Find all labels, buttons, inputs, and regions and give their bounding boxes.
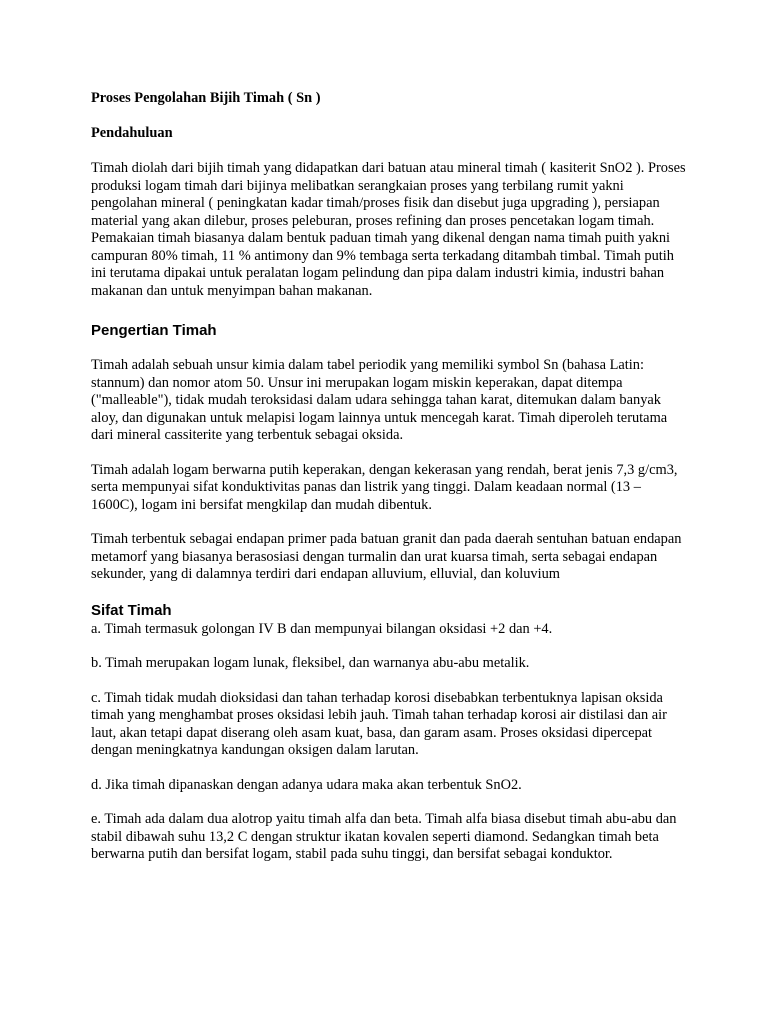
paragraph-pengertian-1: Timah adalah sebuah unsur kimia dalam tabel periodik yang memiliki symbol Sn (bahasa Latin: stannum) dan nomor atom 50. Unsur ini merupakan logam miskin keperakan, dapat ditempa ("malleable"), tidak mudah teroksidasi dalam udara sehingga tahan karat, ditemukan dalam banyak aloy, dan digunakan untuk melapisi logam lainnya untuk mencegah karat. Timah diperoleh terutama dari mineral cassiterite yang terbentuk sebagai oksida.: [91, 357, 668, 443]
paragraph-pendahuluan: Timah diolah dari bijih timah yang didapatkan dari batuan atau mineral timah ( kasiterit SnO2 ). Proses produksi logam timah dari bijinya melibatkan serangkaian proses yang terbilang rumit yakni pengolahan mineral ( peningkatan kadar timah/proses fisik dan disebut juga upgrading ), persiapan material yang akan dilebur, proses peleburan, proses refining dan proses pencetakan logam timah. Pemakaian timah biasanya dalam bentuk paduan timah yang dikenal dengan nama timah puith yakni campuran 80% timah, 11 % antimony dan 9% tembaga serta terkadang ditambah timbal. Timah putih ini terutama dipakai untuk peralatan logam pelindung dan pipa dalam industri kimia, industri bahan makanan dan untuk menyimpan bahan makanan.: [91, 160, 686, 299]
section-heading-pengertian: Pengertian Timah: [91, 322, 217, 339]
document-title: Proses Pengolahan Bijih Timah ( Sn ): [91, 90, 321, 106]
list-item-sifat-e: e. Timah ada dalam dua alotrop yaitu timah alfa dan beta. Timah alfa biasa disebut timah abu-abu dan stabil dibawah suhu 13,2 C dengan struktur ikatan kovalen seperti diamond. Sedangkan timah beta berwarna putih dan bersifat logam, stabil pada suhu tinggi, dan bersifat sebagai konduktor.: [91, 811, 677, 862]
document-page: [91, 90, 691, 864]
section-heading-pendahuluan: Pendahuluan: [91, 124, 173, 141]
list-item-sifat-c: c. Timah tidak mudah dioksidasi dan tahan terhadap korosi disebabkan terbentuknya lapisan oksida timah yang menghambat proses oksidasi lebih jauh. Timah tahan terhadap korosi air distilasi dan air laut, akan tetapi dapat diserang oleh asam kuat, basa, dan garam asam. Proses oksidasi dipercepat dengan meningkatnya kandungan oksigen dalam larutan.: [91, 689, 667, 758]
list-item-sifat-d: d. Jika timah dipanaskan dengan adanya udara maka akan terbentuk SnO2.: [91, 776, 522, 793]
paragraph-pengertian-2: Timah adalah logam berwarna putih keperakan, dengan kekerasan yang rendah, berat jenis 7,3 g/cm3, serta mempunyai sifat konduktivitas panas dan listrik yang tinggi. Dalam keadaan normal (13 – 1600C), logam ini bersifat mengkilap dan mudah dibentuk.: [91, 461, 678, 513]
list-item-sifat-a: a. Timah termasuk golongan IV B dan mempunyai bilangan oksidasi +2 dan +4.: [91, 620, 553, 637]
paragraph-pengertian-3: Timah terbentuk sebagai endapan primer pada batuan granit dan pada daerah sentuhan batuan endapan metamorf yang biasanya berasosiasi dengan turmalin dan urat kuarsa timah, serta sebagai endapan sekunder, yang di dalamnya terdiri dari endapan alluvium, elluvial, dan koluvium: [91, 531, 682, 582]
list-item-sifat-b: b. Timah merupakan logam lunak, fleksibel, dan warnanya abu-abu metalik.: [91, 655, 530, 671]
section-heading-sifat: Sifat Timah: [91, 601, 172, 619]
